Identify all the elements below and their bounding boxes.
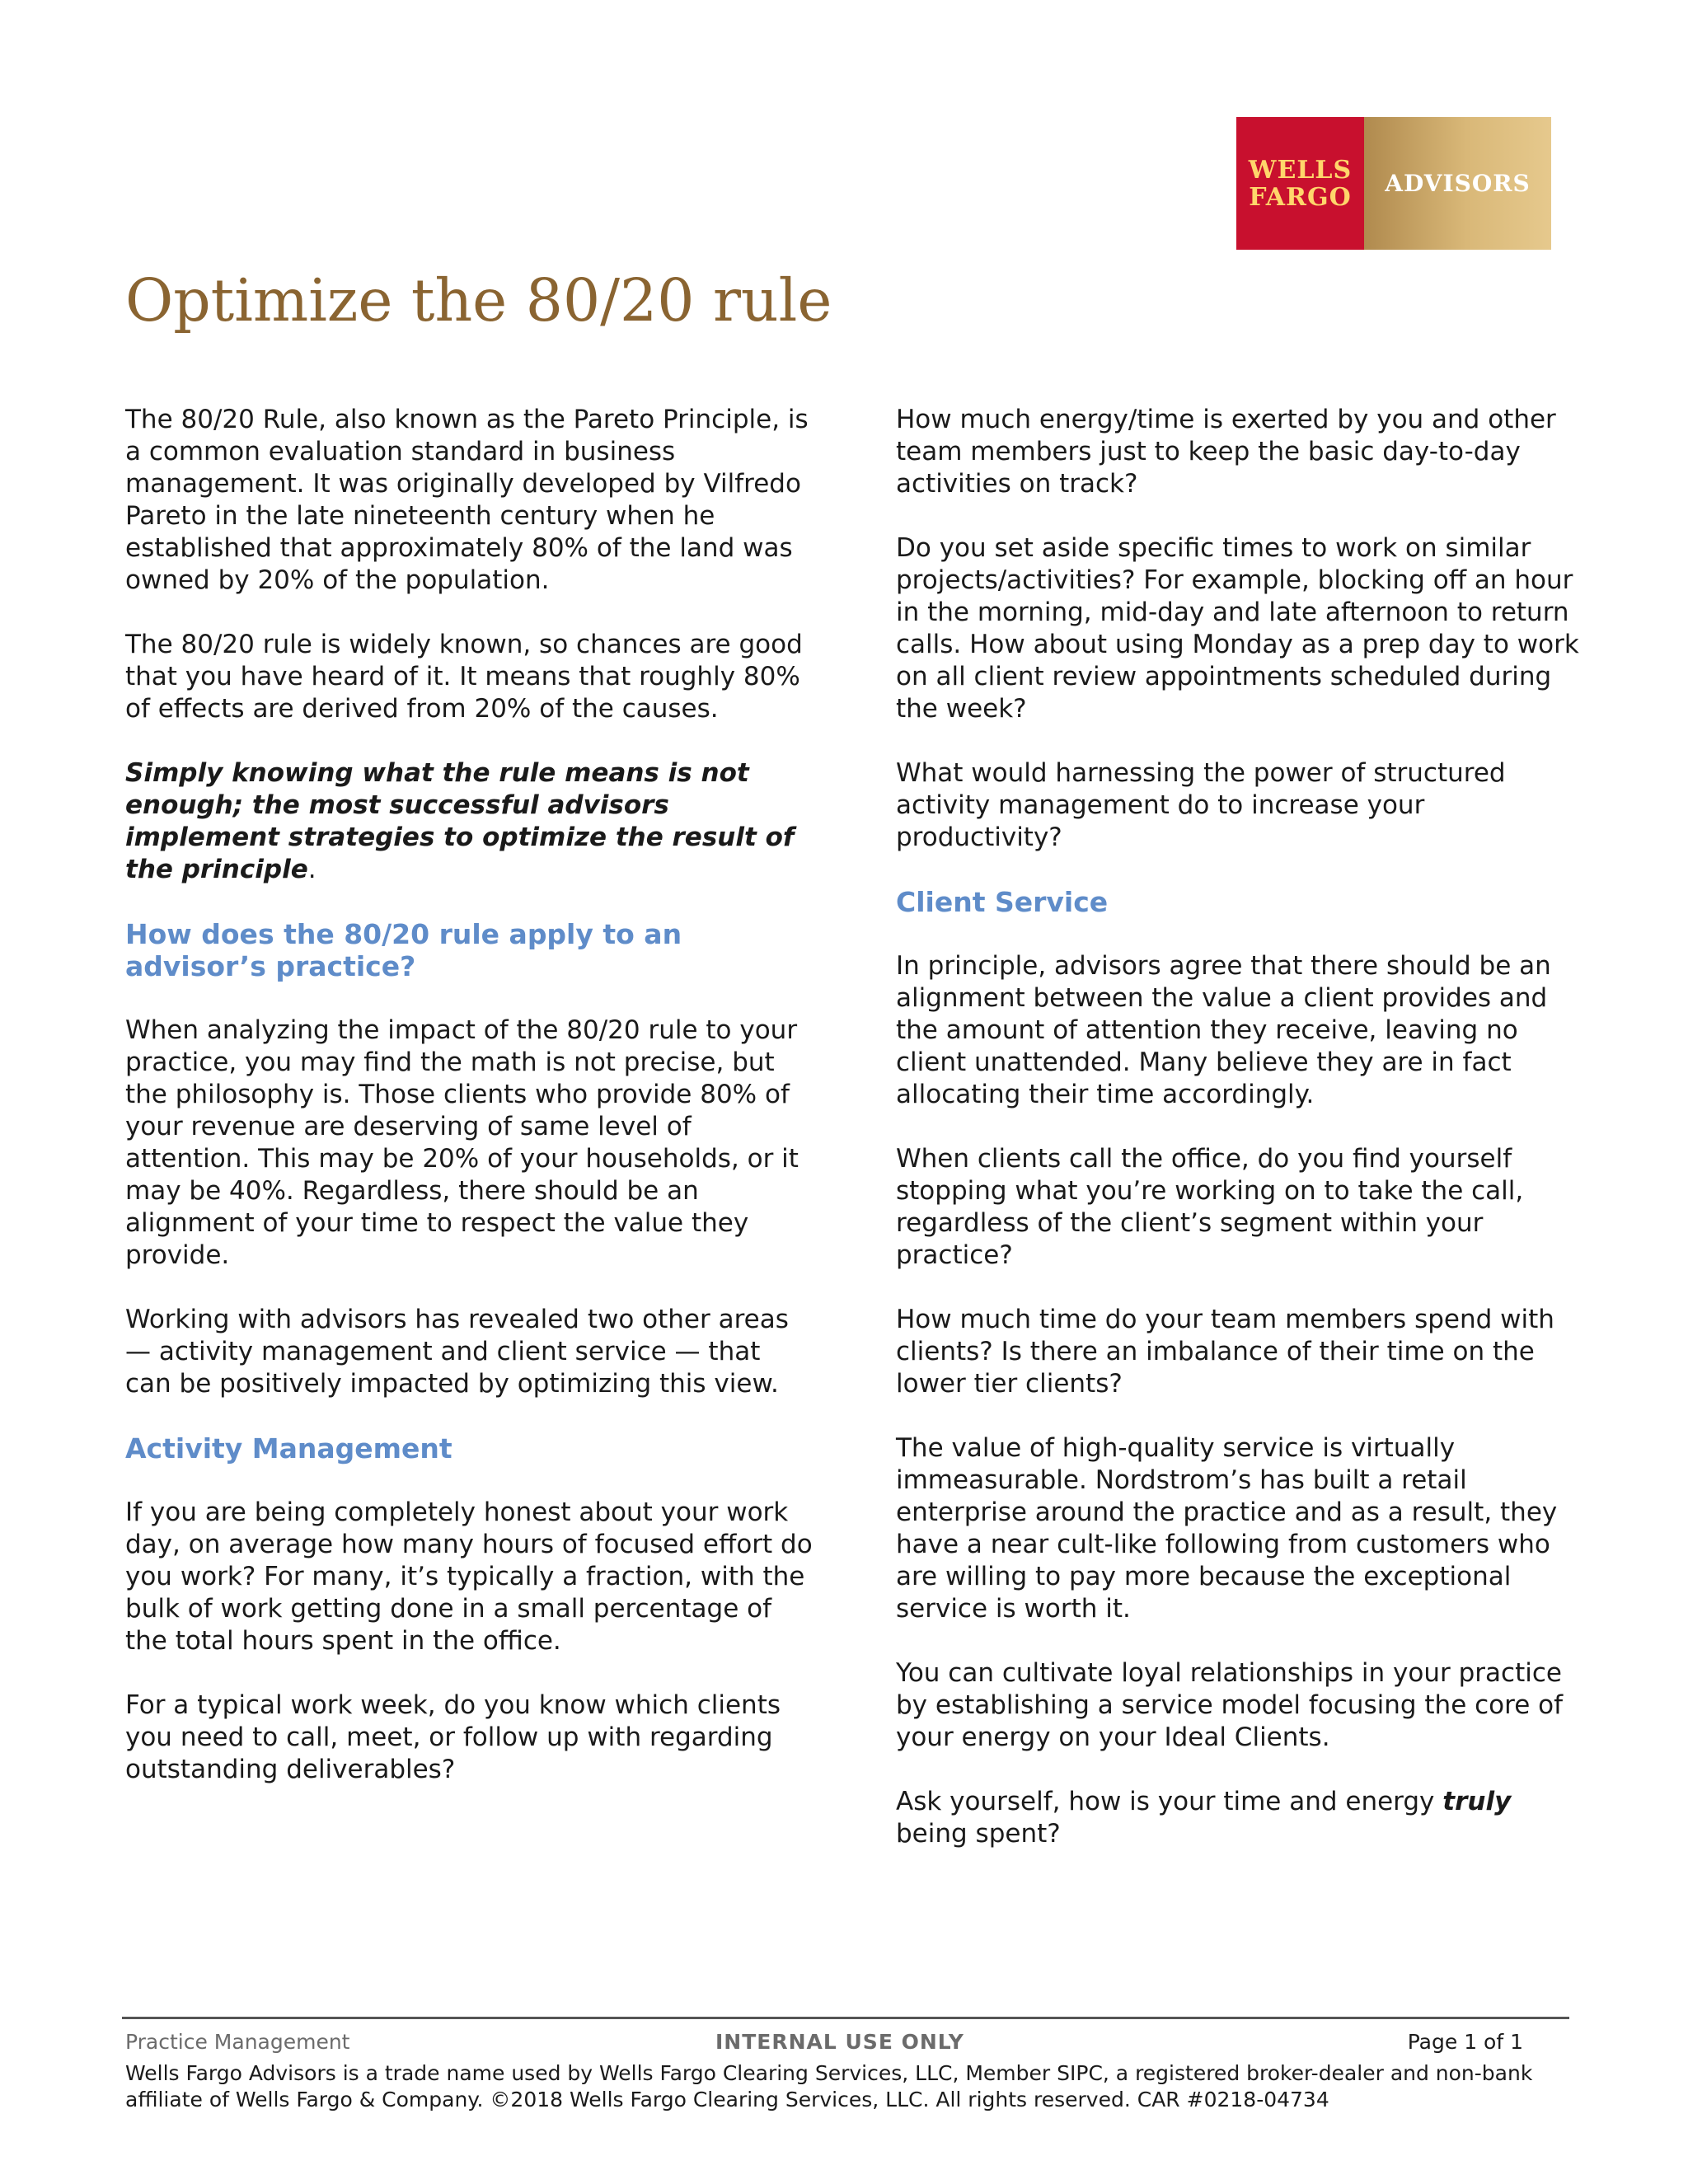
logo-advisors-text: ADVISORS [1385, 170, 1531, 197]
activity-paragraph-5: What would harnessing the power of structured activity management do to increase your productivity? [896, 758, 1506, 852]
areas-paragraph: Working with advisors has revealed two other areas — activity management and client service — that can be positively impacted by optimizing this view. [125, 1305, 789, 1399]
emphasis-end: . [307, 855, 316, 884]
emphasis-bold-italic: Simply knowing what the rule means is not enough; the most successful advisors implement strategies to optimize the result of the principle [125, 758, 795, 884]
wells-fargo-advisors-logo [1236, 117, 1551, 250]
logo-advisors-block [1364, 117, 1551, 250]
section-heading-practice: How does the 80/20 rule apply to an advisor’s practice? [125, 918, 682, 982]
footer-section-label: Practice Management [125, 2030, 350, 2054]
closing-question-paragraph [896, 1786, 1584, 1850]
footer-divider [122, 2017, 1569, 2019]
left-column [125, 404, 814, 1818]
logo-wells-text: WELLS [1248, 155, 1353, 185]
closing-start: Ask yourself, how is your time and energy [896, 1787, 1443, 1816]
client-service-paragraph-1: In principle, advisors agree that there should be an alignment between the value a client provides and the amount of attention they receive, leaving no client unattended. Many believe they are in fact allocating their time accordingly. [896, 951, 1551, 1109]
section-heading-activity-management: Activity Management [125, 1432, 452, 1465]
page-title: Optimize the 80/20 rule [125, 266, 832, 335]
client-service-paragraph-5: You can cultivate loyal relationships in your practice by establishing a service model focusing the core of your energy on your Ideal Clients. [896, 1658, 1563, 1752]
emphasis-paragraph [125, 757, 814, 886]
activity-paragraph-2: For a typical work week, do you know which clients you need to call, meet, or follow up with regarding outstanding deliverables? [125, 1690, 781, 1784]
footer [125, 2026, 1523, 2059]
activity-paragraph-4: Do you set aside specific times to work on similar projects/activities? For example, blocking off an hour in the morning, mid-day and late afternoon to return calls. How about using Monday as a prep day to work on all client review appointments scheduled during the week? [896, 533, 1579, 724]
activity-paragraph-1: If you are being completely honest about your work day, on average how many hours of focused effort do you work? For many, it’s typically a fraction, with the bulk of work getting done in a small percentage of the total hours spent in the office. [125, 1497, 813, 1656]
practice-paragraph: When analyzing the impact of the 80/20 rule to your practice, you may find the math is not precise, but the philosophy is. Those clients who provide 80% of your revenue are deserving of same level of attention. This may be 20% of your households, or it may be 40%. Regardless, there should be an alignment of your time to respect the value they provide. [125, 1015, 799, 1270]
footer-internal-use-label: INTERNAL USE ONLY [715, 2030, 964, 2054]
footer-page-number: Page 1 of 1 [1407, 2030, 1523, 2054]
right-column [896, 404, 1584, 1882]
rule-explanation-paragraph: The 80/20 rule is widely known, so chances are good that you have heard of it. It means that roughly 80% of effects are derived from 20% of the causes. [125, 630, 803, 724]
client-service-paragraph-2: When clients call the office, do you find yourself stopping what you’re working on to take the call, regardless of the client’s segment within your practice? [896, 1144, 1524, 1270]
client-service-paragraph-3: How much time do your team members spend with clients? Is there an imbalance of their time on the lower tier clients? [896, 1305, 1554, 1399]
logo-fargo-text: FARGO [1249, 182, 1352, 212]
intro-paragraph: The 80/20 Rule, also known as the Pareto Principle, is a common evaluation standard in business management. It was originally developed by Vilfredo Pareto in the late nineteenth century when he established that approximately 80% of the land was owned by 20% of the population. [125, 405, 809, 595]
closing-end: being spent? [896, 1819, 1061, 1849]
client-service-paragraph-4: The value of high-quality service is virtually immeasurable. Nordstrom’s has built a retail enterprise around the practice and as a result, they have a near cult-like following from customers who are willing to pay more because the exceptional service is worth it. [896, 1433, 1558, 1624]
section-heading-client-service: Client Service [896, 886, 1109, 918]
closing-bold-truly: truly [1442, 1787, 1512, 1816]
footer-disclaimer: Wells Fargo Advisors is a trade name used by Wells Fargo Clearing Services, LLC, Member SIPC, a registered broker-dealer and non-bank affiliate of Wells Fargo & Company. ©2018 Wells Fargo Clearing Services, LLC. All rights reserved. CAR #0218-04734 [125, 2061, 1533, 2111]
activity-paragraph-3: How much energy/time is exerted by you and other team members just to keep the basic day-to-day activities on track? [896, 405, 1556, 499]
logo-wells-fargo-block [1236, 117, 1364, 250]
